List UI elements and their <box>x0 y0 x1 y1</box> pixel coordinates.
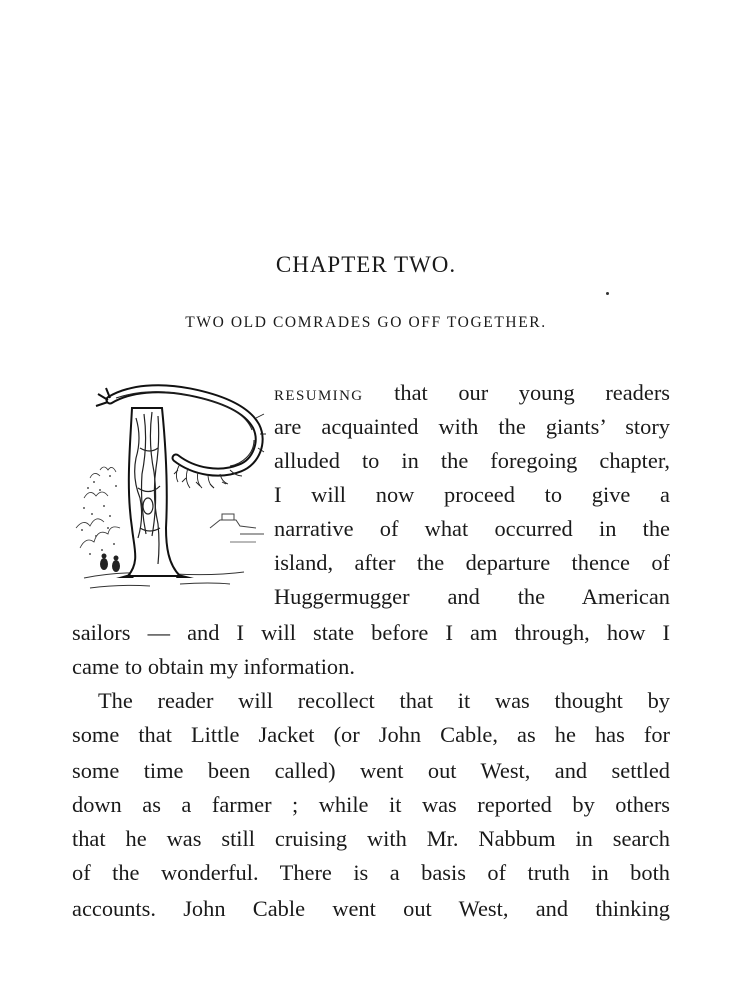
paragraph1-line1 <box>274 378 670 411</box>
first-word-small-caps: RESUMING <box>274 388 364 404</box>
paragraph2-line4: down as a farmer ; while it was reported by others <box>72 792 670 817</box>
chapter-subtitle: TWO OLD COMRADES GO OFF TOGETHER. <box>185 314 547 331</box>
paragraph1-line2: are acquainted with the giants’ story <box>274 414 670 439</box>
paragraph2-line3: some time been called) went out West, and settled <box>72 758 670 783</box>
paragraph2-line6: of the wonderful. There is a basis of truth in both <box>72 860 670 885</box>
chapter-title: CHAPTER TWO. <box>275 252 457 277</box>
paragraph1-line5: narrative of what occurred in the <box>274 516 670 541</box>
paragraph1-line8: sailors — and I will state before I am through, how I <box>72 620 670 645</box>
paragraph1-line6: island, after the departure thence of <box>274 550 670 575</box>
paragraph1-line1-text: that our young readers <box>363 380 670 405</box>
paragraph2-line1: The reader will recollect that it was thought by <box>98 688 670 713</box>
paragraph1-line7: Huggermugger and the American <box>274 584 670 609</box>
drop-cap-p-tree-illustration <box>70 378 266 604</box>
paragraph1-line3: alluded to in the foregoing chapter, <box>274 448 670 473</box>
paragraph1-line9: came to obtain my information. <box>72 654 355 679</box>
stray-ink-dot <box>606 292 609 295</box>
paragraph2-line5: that he was still cruising with Mr. Nabbum in search <box>72 826 670 851</box>
paragraph2-line7: accounts. John Cable went out West, and thinking <box>72 896 670 921</box>
paragraph1-line4: I will now proceed to give a <box>274 482 670 507</box>
paragraph2-line2: some that Little Jacket (or John Cable, as he has for <box>72 722 670 747</box>
